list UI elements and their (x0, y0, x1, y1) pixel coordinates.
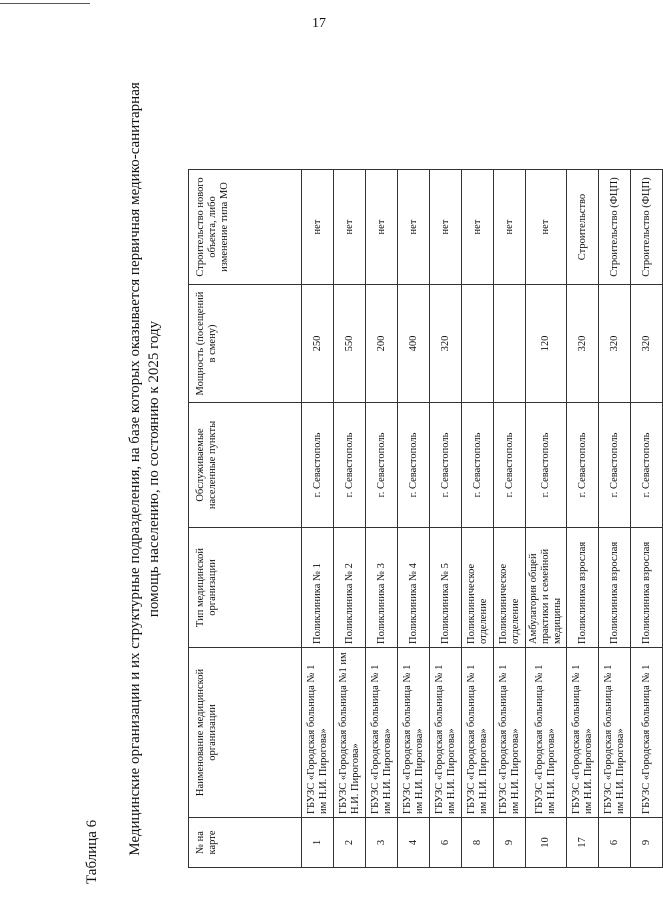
cell-org-type: Поликлиника взрослая (599, 528, 631, 648)
cell-org-type: Поликлиническое отделение (494, 528, 526, 648)
cell-construction: нет (302, 170, 334, 285)
cell-number: 2 (334, 818, 366, 868)
table-row (494, 170, 526, 868)
cell-served-places: г. Севастополь (302, 403, 334, 528)
table-heading-line-2: помощь населению, по состоянию к 2025 году (146, 320, 162, 618)
cell-construction: Строительство (ФЦП) (631, 170, 663, 285)
cell-number: 4 (398, 818, 430, 868)
page-number: 17 (312, 16, 326, 31)
table-row (366, 170, 398, 868)
column-header-capacity: Мощность (посещений в смену) (189, 285, 302, 403)
cell-org-type: Поликлиника взрослая (567, 528, 599, 648)
cell-capacity (462, 285, 494, 403)
cell-served-places: г. Севастополь (599, 403, 631, 528)
cell-construction: нет (430, 170, 462, 285)
top-rule (0, 3, 90, 4)
table-heading-line-1: Медицинские организации и их структурные подразделения, на базе которых оказывается первичная медико-санитарная (127, 82, 143, 856)
cell-construction: Строительство (567, 170, 599, 285)
cell-served-places: г. Севастополь (334, 403, 366, 528)
table-label: Таблица 6 (84, 819, 100, 884)
cell-org-type: Поликлиника № 1 (302, 528, 334, 648)
rotated-page-content (72, 64, 652, 884)
cell-org-type: Поликлиника № 4 (398, 528, 430, 648)
table-row (567, 170, 599, 868)
cell-served-places: г. Севастополь (462, 403, 494, 528)
cell-capacity: 550 (334, 285, 366, 403)
table-row (398, 170, 430, 868)
cell-served-places: г. Севастополь (398, 403, 430, 528)
table-row (599, 170, 631, 868)
cell-construction: нет (526, 170, 567, 285)
cell-org-name: ГБУЗС «Городская больница № 1 им Н.И. Пирогова» (567, 648, 599, 818)
cell-capacity: 320 (567, 285, 599, 403)
cell-capacity: 320 (631, 285, 663, 403)
cell-construction: нет (494, 170, 526, 285)
cell-number: 1 (302, 818, 334, 868)
cell-capacity: 120 (526, 285, 567, 403)
cell-capacity: 320 (599, 285, 631, 403)
cell-number: 6 (599, 818, 631, 868)
cell-construction: нет (462, 170, 494, 285)
cell-served-places: г. Севастополь (631, 403, 663, 528)
table-row (631, 170, 663, 868)
cell-number: 9 (631, 818, 663, 868)
cell-served-places: г. Севастополь (526, 403, 567, 528)
column-header-org-name: Наименование медицинской организации (189, 648, 302, 818)
table-row (334, 170, 366, 868)
cell-number: 6 (430, 818, 462, 868)
cell-org-name: ГБУЗС «Городская больница № 1 им Н.И. Пирогова» (430, 648, 462, 818)
cell-number: 9 (494, 818, 526, 868)
cell-construction: Строительство (ФЦП) (599, 170, 631, 285)
cell-org-name: ГБУЗС «Городская больница № 1 (631, 648, 663, 818)
cell-org-name: ГБУЗС «Городская больница №1 им Н.И. Пирогова» (334, 648, 366, 818)
column-header-served-places: Обслуживаемые населенные пункты (189, 403, 302, 528)
cell-org-name: ГБУЗС «Городская больница № 1 им Н.И. Пирогова» (462, 648, 494, 818)
table-row (302, 170, 334, 868)
cell-org-name: ГБУЗС «Городская больница № 1 им Н.И. Пирогова» (599, 648, 631, 818)
cell-capacity: 200 (366, 285, 398, 403)
table-header-row (189, 170, 302, 868)
cell-org-type: Поликлиника № 2 (334, 528, 366, 648)
cell-number: 8 (462, 818, 494, 868)
table-heading (126, 74, 164, 864)
cell-org-type: Амбулатория общей практики и семейной медицины (526, 528, 567, 648)
cell-served-places: г. Севастополь (430, 403, 462, 528)
cell-construction: нет (398, 170, 430, 285)
table-row (462, 170, 494, 868)
cell-org-type: Поликлиническое отделение (462, 528, 494, 648)
cell-org-name: ГБУЗС «Городская больница № 1 им Н.И. Пирогова» (526, 648, 567, 818)
cell-served-places: г. Севастополь (494, 403, 526, 528)
cell-capacity: 400 (398, 285, 430, 403)
cell-capacity: 320 (430, 285, 462, 403)
table-row (526, 170, 567, 868)
cell-construction: нет (366, 170, 398, 285)
table-row (430, 170, 462, 868)
cell-served-places: г. Севастополь (567, 403, 599, 528)
cell-number: 17 (567, 818, 599, 868)
cell-capacity: 250 (302, 285, 334, 403)
cell-number: 3 (366, 818, 398, 868)
cell-org-name: ГБУЗС «Городская больница № 1 им Н.И. Пирогова» (398, 648, 430, 818)
cell-construction: нет (334, 170, 366, 285)
cell-org-type: Поликлиника № 3 (366, 528, 398, 648)
column-header-org-type: Тип медицинской организации (189, 528, 302, 648)
cell-org-type: Поликлиника № 5 (430, 528, 462, 648)
cell-org-name: ГБУЗС «Городская больница № 1 им Н.И. Пирогова» (494, 648, 526, 818)
column-header-number: № на карте (189, 818, 302, 868)
column-header-construction: Строительство нового объекта, либо изменение типа МО (189, 170, 302, 285)
cell-number: 10 (526, 818, 567, 868)
cell-org-type: Поликлиника взрослая (631, 528, 663, 648)
cell-served-places: г. Севастополь (366, 403, 398, 528)
cell-org-name: ГБУЗС «Городская больница № 1 им Н.И. Пирогова» (302, 648, 334, 818)
cell-capacity (494, 285, 526, 403)
cell-org-name: ГБУЗС «Городская больница № 1 им Н.И. Пирогова» (366, 648, 398, 818)
organizations-table (188, 169, 663, 868)
